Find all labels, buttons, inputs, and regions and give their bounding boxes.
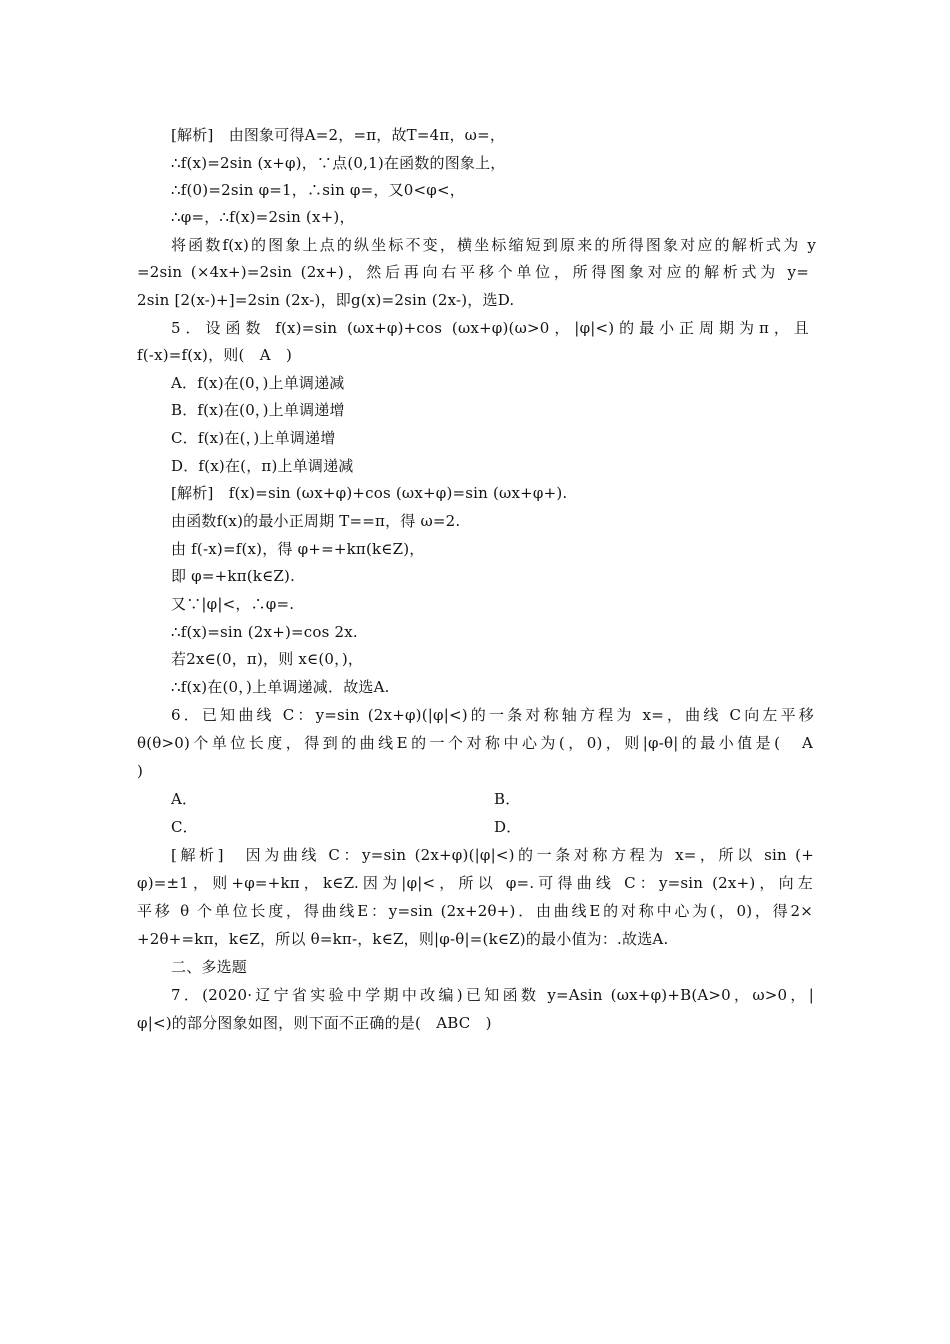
solution-line: 即 φ=+kπ(k∈Z).: [171, 567, 296, 585]
solution-line: 2sin [2(x-)+]=2sin (2x-)，即g(x)=2sin (2x-)，选D.: [137, 291, 515, 309]
question-5-option-b: B．f(x)在(0，)上单调递增: [171, 401, 345, 419]
solution-line: +2θ+=kπ，k∈Z，所以 θ=kπ-，k∈Z，则|φ-θ|=(k∈Z)的最小值为：.故选A.: [137, 930, 669, 948]
solution-line: ∴f(x)=2sin (x+φ)，∵点(0,1)在函数的图象上，: [171, 154, 506, 172]
solution-line: =2sin (×4x+)=2sin (2x+)，然后再向右平移个单位，所得图象对应的解析式为 y=: [137, 263, 809, 281]
question-5-stem: f(-x)=f(x)，则( A ): [137, 346, 293, 364]
question-5-option-d: D．f(x)在(，π)上单调递减: [171, 457, 354, 475]
question-5-option-a: A．f(x)在(0，)上单调递减: [171, 374, 345, 392]
solution-line: 又∵|φ|<，∴φ=.: [171, 595, 295, 613]
solution-line: ∴f(x)=sin (2x+)=cos 2x.: [171, 623, 358, 641]
question-5-stem: 5．设函数 f(x)=sin (ωx+φ)+cos (ωx+φ)(ω>0，|φ|<)的最小正周期为π，且: [171, 319, 809, 337]
question-6-option-a: A．: [171, 790, 198, 808]
solution-line: 平移 θ 个单位长度，得曲线E：y=sin (2x+2θ+)．由曲线E的对称中心为(，0)，得2×: [137, 902, 813, 920]
section-heading: 二、多选题: [171, 958, 248, 976]
question-6-stem: 6．已知曲线 C：y=sin (2x+φ)(|φ|<)的一条对称轴方程为 x=，曲线 C向左平移: [171, 706, 814, 724]
question-6-stem: ): [137, 762, 144, 780]
question-7-stem: φ|<)的部分图象如图，则下面不正确的是( ABC ): [137, 1014, 492, 1032]
solution-line: 由 f(-x)=f(x)，得 φ+=+kπ(k∈Z)，: [171, 540, 425, 558]
solution-line: φ)=±1，则+φ=+kπ，k∈Z.因为|φ|<，所以 φ=.可得曲线 C：y=sin (2x+)，向左: [137, 874, 813, 892]
question-5-option-c: C．f(x)在(，)上单调递增: [171, 429, 336, 447]
solution-line: 将函数f(x)的图象上点的纵坐标不变，横坐标缩短到原来的所得图象对应的解析式为 y: [171, 236, 816, 254]
solution-line: [解析] f(x)=sin (ωx+φ)+cos (ωx+φ)=sin (ωx+φ+).: [171, 484, 568, 502]
question-6-option-d: D．: [494, 818, 522, 836]
solution-line: ∴f(x)在(0，)上单调递减．故选A.: [171, 678, 390, 696]
solution-line: [解析] 由图象可得A=2，=π，故T=4π，ω=，: [171, 126, 506, 144]
question-6-option-c: C．: [171, 818, 198, 836]
question-6-option-b: B．: [494, 790, 521, 808]
solution-line: [解析] 因为曲线 C：y=sin (2x+φ)(|φ|<)的一条对称方程为 x=，所以 sin (+: [171, 846, 814, 864]
solution-line: ∴φ=，∴f(x)=2sin (x+)，: [171, 208, 355, 226]
question-6-stem: θ(θ>0)个单位长度，得到的曲线E的一个对称中心为(，0)，则|φ-θ|的最小值是( A: [137, 734, 813, 752]
solution-line: 由函数f(x)的最小正周期 T==π，得 ω=2.: [171, 512, 461, 530]
solution-line: ∴f(0)=2sin φ=1，∴sin φ=，又0<φ<，: [171, 181, 465, 199]
question-7-stem: 7．(2020·辽宁省实验中学期中改编)已知函数 y=Asin (ωx+φ)+B(A>0，ω>0，|: [171, 986, 814, 1004]
solution-line: 若2x∈(0，π)，则 x∈(0，)，: [171, 650, 364, 668]
